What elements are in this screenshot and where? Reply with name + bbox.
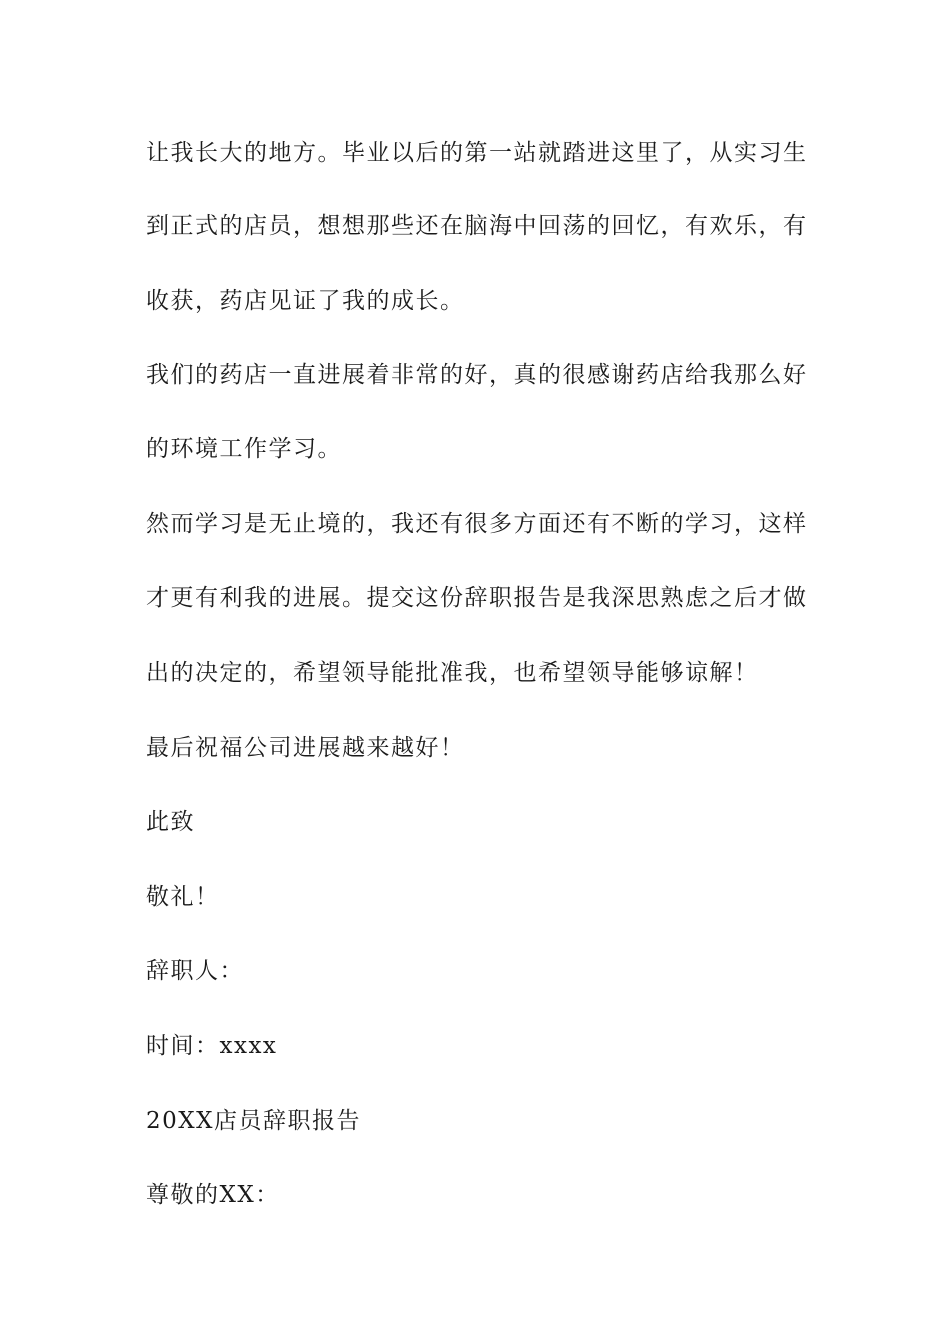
paragraph-line: 让我长大的地方。毕业以后的第一站就踏进这里了，从实习生 <box>146 140 808 166</box>
closing-regards: 敬礼！ <box>146 884 220 910</box>
paragraph-line: 我们的药店一直进展着非常的好，真的很感谢药店给我那么好 <box>146 362 808 388</box>
greeting-line: 尊敬的XX： <box>146 1182 280 1208</box>
paragraph-line: 出的决定的，希望领导能批准我，也希望领导能够谅解！ <box>146 660 759 686</box>
closing-salutation: 此致 <box>146 809 195 835</box>
paragraph-line: 最后祝福公司进展越来越好！ <box>146 735 465 761</box>
signature-label: 辞职人： <box>146 958 244 984</box>
paragraph-line: 才更有利我的进展。提交这份辞职报告是我深思熟虑之后才做 <box>146 585 808 611</box>
paragraph-line: 收获，药店见证了我的成长。 <box>146 288 465 314</box>
paragraph-line: 到正式的店员，想想那些还在脑海中回荡的回忆，有欢乐，有 <box>146 213 808 239</box>
paragraph-line: 然而学习是无止境的，我还有很多方面还有不断的学习，这样 <box>146 511 808 537</box>
section-title: 20XX店员辞职报告 <box>146 1108 362 1134</box>
paragraph-line: 的环境工作学习。 <box>146 436 342 462</box>
date-line: 时间：xxxx <box>146 1033 278 1059</box>
